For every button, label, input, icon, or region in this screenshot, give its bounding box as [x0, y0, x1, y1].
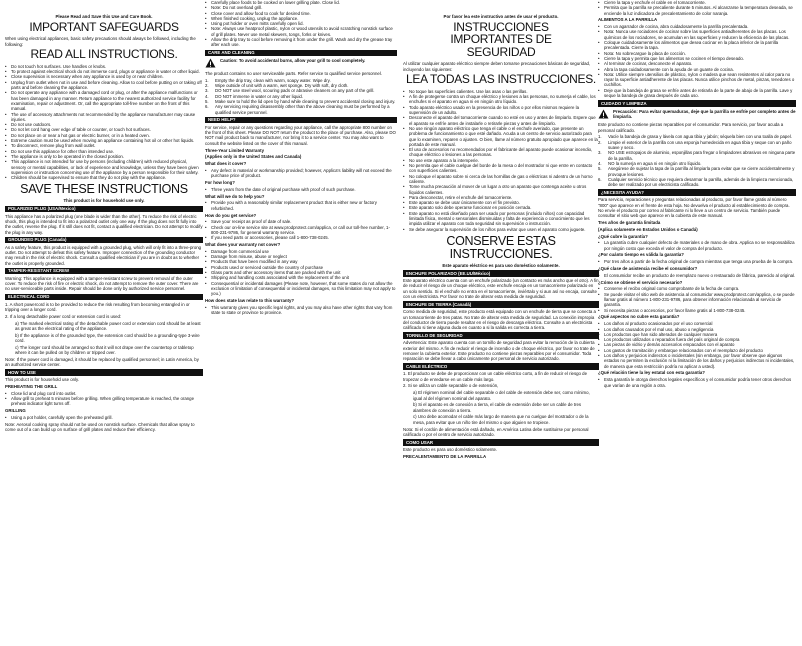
- list-item: • Any defect in material or workmanship provided; however, Applica's liability will not exceed the purchase price of product.: [205, 168, 397, 179]
- es-care-steps-list: [598, 134, 796, 187]
- grounded-plug-text: As a safety feature, this product is equipped with a grounded plug, which will only fit into a three-prong outlet. Do not attempt to defeat this safety feature. Improper connection of the grounding conductor may result in the risk of electric shock. Consult a qualified electrician if you are in doubt as to whether the outlet is properly grounded.: [5, 244, 202, 266]
- es-warranty-q6: ¿Qué relación tiene la ley estatal con esta garantía?: [598, 370, 705, 376]
- grilling-list: [5, 415, 203, 420]
- es-cord-item-2b: b) Si el aparato es de conexión a tierra, el cable de extensión debe ser un cable de tres alambres de conexión a tierra.: [413, 402, 582, 413]
- list-item: • Todo aparato eléctrico usado en la presencia de los niños o por ellos mismos requiere la supervisión de un adulto.: [403, 105, 599, 116]
- cord-note: Note: If the power cord is damaged, it should be replaced by qualified personnel; in Latin America, by an authorized service center.: [5, 356, 199, 368]
- numbered-step: 6. Cualquier servicio técnico que requiera desarmar la parrilla, además de la limpieza mencionada, debe ser realizado por un electricista calificado.: [598, 176, 794, 188]
- es-how-to-use-text: Este producto es para uso doméstico solamente.: [403, 447, 498, 453]
- list-item: • Por tres años a partir de la fecha original de compra mientras que tenga una prueba de la compra.: [598, 259, 796, 264]
- list-item: • Al terminar de cocinar, desconecte el aparato.: [598, 61, 796, 66]
- es-cord-note: Nota: Si el cordón de alimentación está dañado, en América Latina debe sustituirse por personal calificado o por el centro de servicio autorizado.: [403, 426, 589, 437]
- es-need-help-text: Para servicio, reparaciones y preguntas relacionadas al producto, por favor llame gratis al número "800" que aparece en el frente de esta hoja. No devuelva el producto al establecimiento de compra. No envíe el producto por correo al fabricante ni lo lleve a un centro de servicio. También puede consultar el sitio web que aparece en la cubierta de este manual.: [598, 197, 790, 219]
- list-item: • This appliance is not intended for use by persons (including children) with reduced physical, sensory or mental capabilities, or lack of experience and knowledge, unless they have been given supervision or instruction concerning use of the appliance by a person responsible for their safety.: [5, 159, 203, 175]
- numbered-step: 4. NO la sumerja en agua ni en ningún otro líquido.: [598, 160, 702, 166]
- list-item: • No coloque el aparato sobre ni cerca de las hornillas de gas o eléctricas ni adentro de un horno caliente.: [403, 174, 599, 185]
- electrical-cord-title: ELECTRICAL CORD: [5, 294, 203, 300]
- es-safeguards-list: [403, 89, 599, 232]
- es-preheating-list: [598, 0, 796, 16]
- list-item: • Do not touch hot surfaces. Use handles or knobs.: [5, 64, 203, 69]
- list-item: • Esta garantía le otorga derechos legales específicos y el consumidor podría tener otros derechos que varían de una región a otra.: [598, 377, 796, 388]
- list-item: • Children should be supervised to ensure that they do not play with the appliance.: [5, 175, 203, 180]
- es-header-note: Por favor lea este instructivo antes de usar el producto.: [443, 14, 559, 19]
- es-care-caution-text: Precaución: Para evitar quemaduras, deje que la parrilla se enfríe por completo antes de limpiarla.: [613, 108, 796, 120]
- es-important-heading: INSTRUCCIONES IMPORTANTES DE SEGURIDAD: [450, 19, 552, 59]
- list-item: • Consequential or incidental damages (Please note, however, that some states do not allow the exclusion or limitation of consequential or incidental damages, so this limitation may not apply to you.): [205, 281, 397, 297]
- preheating-list: [5, 391, 203, 407]
- list-item: • Unplug from outlet when not in use and before cleaning. Allow to cool before putting on or taking off parts and before cleaning the appliance.: [5, 80, 203, 91]
- list-item: • Los productos que han sido alterados de cualquier manera: [598, 332, 796, 337]
- list-item: • Products that have been modified in any way: [205, 259, 397, 264]
- care-caution-text: Caution: To avoid accidental burns, allow your grill to cool completely.: [220, 58, 366, 64]
- list-item: • Conserve el recibo original como comprobante de la fecha de compra.: [598, 286, 796, 291]
- numbered-step: 4. DO NOT immerse in water or any other liquid.: [205, 93, 304, 99]
- list-item: • Shipping and handling costs associated with the replacement of the unit: [205, 275, 397, 280]
- list-item: • Abra la tapa cuidadosamente con la ayuda de un guante de cocina.: [598, 67, 796, 72]
- numbered-step: 5. Make sure to hold the lid open by hand while cleaning to prevent accidental closing and injury.: [205, 99, 396, 105]
- list-item: • Deje que la bandeja de grasa se enfríe antes de retirarla de la parte de abajo de la parrilla. Lave y seque la bandeja de grasa después de cada uso.: [598, 88, 796, 99]
- cord-item-1: 1. A short powercord is to be provided to reduce the risk resulting from becoming entangled in or tripping over a longer cord.: [5, 301, 190, 312]
- es-cord-item-2c: c) Uno debe acomodar el cable más largo de manera que no cuelgue del mostrador o de la mesa, para evitar que un niño tire del mismo o que alguien se tropiece.: [413, 414, 589, 425]
- care-steps-list: [205, 78, 397, 115]
- warranty-q4: How do you get service?: [205, 212, 257, 218]
- polarized-plug-title: POLARIZED PLUG (USA/Mexico): [5, 206, 203, 212]
- es-warranty-q5: ¿Qué aspectos no cubre esta garantía?: [598, 314, 680, 320]
- grilling-more-list: [205, 0, 397, 48]
- cord-item-2b: b) If the appliance is of the grounded type, the extension cord should be a grounding-type 3-wire cord.: [15, 332, 200, 343]
- es-tamper-title: TORNILLO DE SEGURIDAD: [403, 332, 599, 338]
- es-care-title: CUIDADO Y LIMPIEZA: [598, 100, 796, 106]
- numbered-step: 6. Any servicing requiring disassembly other than the above cleaning must be performed by a qualified service personnel.: [205, 104, 390, 115]
- es-warranty-q2: ¿Por cuánto tiempo es válida la garantía?: [598, 252, 684, 258]
- es-cord-item-2a: a) El régimen nominal del cable separable o del cable de extensión debe ser, como mínimo, igual al del régimen nominal del aparato.: [413, 390, 590, 401]
- warranty-subtitle: (Applies only in the United States and Canada): [205, 154, 302, 160]
- es-warranty-a6: [598, 377, 796, 388]
- list-item: • Check our on-line service site at www.prodprotect.com/applica, or call our toll-free number, 1-800-231-9786, for general warranty service.: [205, 225, 397, 236]
- grilling-note: Note: Aerosol cooking spray should not be used on nonstick surface. Chemicals that allow spray to come out of a can build up on surface of grill plates and reduce their efficiency.: [5, 421, 195, 433]
- list-item: • Las piezas de vidrio y demás accesorios empacados con el aparato: [598, 342, 796, 347]
- es-preheating-title: PRECALENTAMIENTO DE LA PARRILLA: [403, 453, 487, 459]
- warranty-a2: [205, 187, 397, 192]
- list-item: • The appliance is only to be operated in the closed position.: [5, 154, 203, 159]
- warranty-a5: [205, 249, 397, 297]
- need-help-text: For service, repair or any questions regarding your appliance, call the appropriate 800 number on the front of this sheet. Please DO NOT return the product to the place of purchase. Also, please DO NOT mail product back to manufacturer, nor bring it to a service center. You may also want to consult the website listed on the cover of this manual.: [205, 124, 396, 146]
- list-item: • Carefully place foods to be cooked on lower grilling plate. Close lid.: [205, 0, 397, 5]
- es-grilling-list: [598, 24, 796, 98]
- grounded-plug-title: GROUNDED PLUG (Canada): [5, 237, 203, 243]
- list-item: • To protect against electrical shock do not immerse cord, plugs or appliance in water or other liquid.: [5, 69, 203, 74]
- list-item: • Damage from misuse, abuse or neglect: [205, 254, 397, 259]
- warranty-a6: [205, 305, 397, 316]
- list-item: • Si necesita piezas o accesorios, por favor llame gratis al 1-800-738-0245.: [598, 308, 796, 313]
- list-item: • Se puede visitar el sitio web de asistencia al consumidor www.prodprotect.com/applica, o se puede llamar gratis al número 1-800-231-9786, para obtener información relacionada al servicio de garantía.: [598, 292, 796, 308]
- es-need-help-title: ¿NECESITA AYUDA?: [598, 189, 796, 195]
- list-item: • Extreme caution must be used when moving an appliance containing hot oil or other hot liquids.: [5, 138, 203, 143]
- es-warranty-a4: [598, 286, 796, 312]
- list-item: • No use este aparato a la intemperie.: [403, 158, 599, 163]
- need-help-title: NEED HELP?: [205, 117, 397, 123]
- es-warranty-subtitle: (Aplica solamente en Estados Unidos o Canadá): [598, 226, 698, 232]
- warranty-q1: What does it cover?: [205, 161, 247, 167]
- list-item: • Note: Do not overload grill.: [205, 5, 397, 10]
- list-item: • Using a pot holder, carefully open the preheated grill.: [5, 415, 203, 420]
- list-item: • Cierre la tapa y enchufe el cable en el tomacorriente.: [598, 0, 796, 5]
- warranty-q3: What will we do to help you?: [205, 193, 265, 199]
- es-warranty-a2: [598, 259, 796, 264]
- es-intro-text: Al utilizar cualquier aparato eléctrico siempre deben tomarse precauciones básicas de seguridad, incluyendo las siguientes:: [403, 61, 591, 72]
- list-item: • Este aparato no está diseñado para ser usado por personas (incluido niños) con capacidad limitada física, mental o sensoriales disminuidas y falta de experiencia o conocimiento que les impida utilizar el aparato con toda seguridad sin supervisión o instrucción.: [403, 211, 599, 227]
- numbered-step: 3. DO NOT use steel wool, scouring pads or abrasive cleaners on any part of the grill.: [205, 88, 375, 94]
- list-item: • Se debe asegurar la supervisión de los niños para evitar que usen el aparato como juguete.: [403, 227, 599, 232]
- list-item: • Do not use this appliance for other than intended use.: [5, 149, 203, 154]
- list-item: • Este aparato se debe usar únicamente con el fin previsto.: [403, 200, 599, 205]
- es-warranty-a3: [598, 273, 796, 278]
- es-cord-item-1: 1. El producto se debe de proporcionar con un cable eléctrico corto, a fin de reducir el riesgo de tropezar o de enredarse en un cable más largo.: [403, 371, 587, 382]
- numbered-step: 1. Vacíe la bandeja de grasa y lávela con agua tibia y jabón; séquela bien con una toalla de papel.: [598, 134, 792, 140]
- list-item: • When finished cooking, unplug the appliance.: [205, 16, 397, 21]
- list-item: • El uso de accesorios no recomendados por el fabricante del aparato puede ocasionar incendio, choque eléctrico o lesiones a las personas.: [403, 147, 599, 158]
- list-item: • Do not let cord hang over edge of table or counter, or touch hot surfaces.: [5, 127, 203, 132]
- es-household-note: Este aparato eléctrico es para uso doméstico solamente.: [442, 262, 560, 268]
- list-item: • Close lid and plug cord into outlet.: [5, 391, 203, 396]
- list-item: • To disconnect, remove plug from wall outlet.: [5, 143, 203, 148]
- care-intro: The product contains no user serviceable parts. Refer service to qualified service personnel.: [205, 71, 382, 77]
- list-item: • Allow the drip tray to cool before removing it from under the grill. Wash and dry the grease tray after each use.: [205, 37, 397, 48]
- cord-item-2a: a) The marked electrical rating of the detachable power cord or extension cord should be at least as great as the electrical rating of the appliance.: [15, 320, 201, 331]
- list-item: • Three years from the date of original purchase with proof of such purchase.: [205, 187, 397, 192]
- read-all-heading: READ ALL INSTRUCTIONS.: [30, 47, 178, 62]
- es-care-intro: Este producto no contiene piezas reparables por el consumidor. Para servicio, por favor acuda a personal calificado.: [598, 122, 784, 133]
- es-warranty-q3: ¿Qué clase de asistencia recibe el consumidor?: [598, 266, 698, 272]
- header-note: Please Read and Save this Use and Care Book.: [55, 14, 153, 19]
- warranty-q2: For how long?: [205, 180, 235, 186]
- list-item: • No permita que el cable cuelgue del borde de la mesa o del mostrador ni que entre en contacto con superficies calientes.: [403, 163, 599, 174]
- es-save-heading: CONSERVE ESTAS INSTRUCCIONES.: [446, 233, 556, 261]
- how-to-use-text: This product is for household use only.: [5, 377, 80, 383]
- preheating-title: PREHEATING THE GRILL: [5, 384, 58, 390]
- list-item: • Cierre la tapa y permita que los alimentos se cocinen el tiempo deseado.: [598, 56, 796, 61]
- spanish-column-2: [598, 0, 796, 389]
- english-column-1: [5, 14, 203, 434]
- how-to-use-title: HOW TO USE: [5, 369, 203, 375]
- warning-triangle-icon: [598, 109, 609, 119]
- save-instructions-heading: SAVE THESE INSTRUCTIONS: [20, 182, 188, 197]
- list-item: • Provide you with a reasonably similar replacement product that is either new or factory refurbished.: [205, 200, 397, 211]
- important-safeguards-heading: IMPORTANT SAFEGUARDS: [29, 19, 179, 34]
- es-warranty-q4: ¿Cómo se obtiene el servicio necesario?: [598, 279, 683, 285]
- cord-item-2: 2. If a long detachable power cord or extension cord is used:: [5, 313, 122, 319]
- list-item: • Desconecte el aparato del tomacorriente cuando no esté en uso y antes de limpiarlo. Espere que el aparato se enfríe antes de instalarle o retirarle piezas y antes de limpiarlo.: [403, 115, 599, 126]
- numbered-step: 5. Asegúrese de sujetar la tapa de la parrilla al limpiarla para evitar que se cierre accidentalmente y provoque lesiones.: [598, 166, 795, 177]
- list-item: • Do not place on or near a hot gas or electric burner, or in a heated oven.: [5, 133, 203, 138]
- numbered-step: 2. Wipe outside of unit with a warm, wet sponge. Dry with soft, dry cloth.: [205, 83, 349, 89]
- list-item: • El consumidor recibe un producto de reemplazo nuevo o restaurado de fábrica, parecido al original.: [598, 273, 796, 278]
- list-item: • Do not use outdoors.: [5, 122, 203, 127]
- care-cleaning-title: CARE AND CLEANING: [205, 50, 397, 56]
- intro-text: When using electrical appliances, basic safety precautions should always be followed, including the following:: [5, 36, 196, 47]
- es-grounded-title: ENCHUFE DE TIERRA (Canadá): [403, 301, 599, 307]
- polarized-plug-text: This appliance has a polarized plug (one blade is wider than the other). To reduce the risk of electric shock, this plug is intended to fit into a polarized outlet only one way. If the plug does not fit fully into the outlet, reverse the plug. If it still does not fit, contact a qualified electrician. Do not attempt to modify the plug in any way.: [5, 213, 203, 235]
- list-item: • Glass parts and other accessory items that are packed with the unit: [205, 270, 397, 275]
- list-item: • Save your receipt as proof of date of sale.: [205, 219, 397, 224]
- list-item: • The use of accessory attachments not recommended by the appliance manufacturer may cause injuries.: [5, 112, 203, 123]
- list-item: • Do not operate any appliance with a damaged cord or plug, or after the appliance malfunctions or has been damaged in any manner. Return appliance to the nearest authorized service facility for examination, repair or adjustment. Or, call the appropriate toll-free number on the front of this manual.: [5, 90, 203, 111]
- list-item: • No use ningún aparato eléctrico que tenga el cable o el enchufe averiado, que presente un problema de funcionamiento o que esté dañado. Acuda a un centro de servicio autorizado para que lo examinen, reparen o ajusten. O bien, llame al número gratuito apropiado que aparece en la portada de este manual.: [403, 126, 599, 147]
- list-item: • Nota: Utilice siempre utensilios de plástico, nylon o madera que sean resistentes al calor para no rayar la superficie antiadherente de las placas. Nunca utilice pinchos de metal, pinzas, tenedores o cuchillos.: [598, 72, 796, 88]
- es-polarized-text: Este aparato eléctrico cuenta con un enchufe polarizado (un contacto es más ancho que el otro). A fin de reducir el riesgo de un choque eléctrico, este enchufe encaja en un tomacorriente polarizado en un solo sentido. Si el enchufe no entra en el tomacorriente, inviértalo y si aun así no encaja, consulte con un electricista. Por favor no trate de alterar esta medida de seguridad.: [403, 278, 599, 299]
- es-tamper-text: Advertencia: Este aparato cuenta con un tornillo de seguridad para evitar la remoción de la cubierta exterior del mismo. A fin de reducir el riesgo de incendio o de choque eléctrico, por favor no trate de remover la cubierta exterior. Este producto no contiene piezas reparables por el consumidor. Toda reparación se debe llevar a cabo únicamente por personal de servicio autorizado.: [403, 340, 595, 362]
- english-column-2: [205, 0, 397, 317]
- es-warranty-q1: ¿Qué cubre la garantía?: [598, 233, 648, 239]
- es-read-all-heading: LEA TODAS LAS INSTRUCCIONES.: [406, 72, 596, 87]
- es-warranty-a5: [598, 321, 796, 369]
- es-grounded-text: Como medida de seguridad, este producto está equipado con un enchufe de tierra que se conecta a un tomacorriente de tres patas. No trate de alterar esta medida de seguridad. La conexión impropia del conductor de tierra puede resultar en el riesgo de descarga eléctrica. Consulte a un electricista calificado si tiene alguna duda en cuanto a si la salida es correcta a tierra.: [403, 309, 596, 331]
- numbered-step: 1. Empty the drip tray, clean with warm, soapy water. Wipe dry.: [205, 77, 331, 83]
- list-item: • Allow grill to preheat 5 minutes before grilling. When grilling temperature is reached, the orange preheat indicator light turns off.: [5, 396, 203, 407]
- warranty-q5: What does your warranty not cover?: [205, 242, 281, 247]
- list-item: • Close supervision is necessary when any appliance is used by or near children.: [5, 74, 203, 79]
- spanish-column-1: [403, 14, 599, 461]
- es-polarized-title: ENCHUFE POLARIZADO (EE.UU/México): [403, 270, 599, 276]
- list-item: • If you need parts or accessories, please call 1-800-738-0245.: [205, 235, 397, 240]
- es-cord-title: CABLE ELÉCTRICO: [403, 363, 599, 369]
- list-item: • Los daños y perjuicios indirectos o incidentales (sin embargo, por favor observe que algunos estados no permiten la exclusión ni la limitación de los daños y perjuicios indirectos ni incidentales, de manera que esta restricción podría no aplicar a usted).: [598, 353, 796, 369]
- warranty-a1: [205, 168, 397, 179]
- es-how-to-use-title: COMO USAR: [403, 439, 599, 445]
- numbered-step: 3. NO USE estropajos de aluminio, esponjillas para fregar o limpiadores abrasivos en ninguna parte de la parrilla.: [598, 150, 796, 161]
- list-item: • Nota: Nunca use rociadores de cocinar sobre las superficies antiadherentes de las placas. Los químicos de los rociadores, se acumulan en las superficies y reducen la eficiencia de las placas.: [598, 29, 796, 40]
- care-caution: [205, 58, 397, 68]
- warranty-a3: [205, 200, 397, 211]
- list-item: • Para desconectar, retire el enchufe del tomacorriente.: [403, 195, 599, 200]
- list-item: • Tome mucha precaución al mover de un lugar a otro un aparato que contenga aceite u otros líquidos calientes.: [403, 184, 599, 195]
- household-note: This product is for household use only.: [63, 198, 145, 204]
- safeguards-list: [5, 64, 203, 181]
- list-item: • Permita que la parrilla se precaliente durante 5 minutos. Al alcanzarse la temperatura deseada, se enciende la luz indicadora de precalentamiento de color naranja.: [598, 5, 796, 16]
- tamper-screw-text: Warning: This appliance is equipped with a tamper-resistant screw to prevent removal of the outer cover. To reduce the risk of fire or electric shock, do not attempt to remove the outer cover. There are no user-serviceable parts inside. Repair should be done only by authorized service personnel.: [5, 275, 199, 292]
- es-cord-item-2: 2. Si se utiliza un cable separable o de extensión,: [403, 383, 499, 389]
- list-item: • Los daños causados por el mal uso, abuso o negligencia: [598, 327, 796, 332]
- es-grilling-title: ALIMENTOS A LA PARRILLA: [598, 17, 658, 23]
- list-item: • Este aparato solo debe operarse funcionar en posición cerrada.: [403, 205, 599, 210]
- list-item: • Coloque cuidadosamente los alimentos que desea cocinar en la placa inferior de la parrilla precalentada. Cierre la tapa.: [598, 40, 796, 51]
- es-warranty-title: Tres años de garantía limitada: [598, 220, 661, 225]
- list-item: • Nota: No sobrecargue la placa de cocción.: [598, 51, 796, 56]
- grilling-title: GRILLING: [5, 408, 26, 414]
- list-item: • Con un agarrador de cocina, abra cuidadosamente la parrilla precalentada.: [598, 24, 796, 29]
- warranty-a4: [205, 219, 397, 240]
- list-item: • Using pot holder or oven mitts carefully open lid.: [205, 21, 397, 26]
- warranty-title: Three-Year Limited Warranty: [205, 147, 264, 153]
- list-item: • No toque las superficies calientes. Use las asas o las perillas.: [403, 89, 599, 94]
- list-item: • This warranty gives you specific legal rights, and you may also have other rights that vary from state to state or province to province.: [205, 305, 397, 316]
- list-item: • Los daños al producto ocasionados por el uso comercial: [598, 321, 796, 326]
- list-item: • La garantía cubre cualquier defecto de materiales o de mano de obra. Applica no se responsabiliza por ningún costo que exceda el valor de compra del producto.: [598, 240, 796, 251]
- warning-triangle-icon: [205, 58, 216, 68]
- tamper-screw-title: TAMPER-RESISTANT SCREW: [5, 268, 203, 274]
- list-item: • Los productos utilizados o reparados fuera del país original de compra: [598, 337, 796, 342]
- list-item: • A fin de protegerse contra un choque eléctrico y lesiones a las personas, no sumerja el cable, los enchufes ni el aparato en agua ni en ningún otro líquido.: [403, 94, 599, 105]
- list-item: • Products used or serviced outside the country of purchase: [205, 265, 397, 270]
- es-warranty-a1: [598, 240, 796, 251]
- warranty-q6: How does state law relate to this warranty?: [205, 297, 295, 303]
- list-item: • Note: Always use heatproof plastic, nylon or wood utensils to avoid scratching nonstick surface of grill plates. Never use metal skewers, tongs, forks or knives.: [205, 26, 397, 37]
- list-item: • Damage from commercial use: [205, 249, 397, 254]
- cord-item-2c: c) The longer cord should be arranged so that it will not drape over the countertop or tabletop where it can be pulled on by children or tripped over.: [15, 344, 194, 355]
- es-care-caution: [598, 109, 796, 120]
- numbered-step: 2. Limpie el exterior de la parrilla con una esponja humedecida en agua tibia y seque con un paño suave y seco.: [598, 139, 792, 151]
- list-item: • Los gastos de tramitación y embarque relacionados con el reemplazo del producto: [598, 348, 796, 353]
- list-item: • Close cover and allow food to cook for desired time.: [205, 11, 397, 16]
